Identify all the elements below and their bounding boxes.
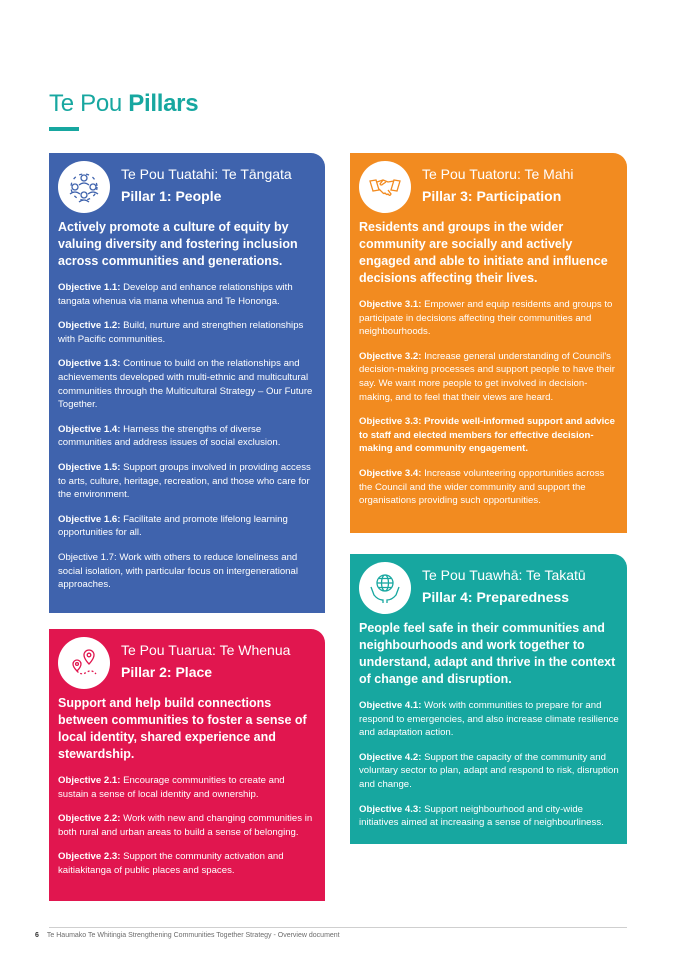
- objective-2-2: [58, 812, 317, 839]
- footer-divider: [49, 927, 627, 928]
- pillar-kicker: Te Pou Tuatoru: Te Mahi: [422, 166, 574, 182]
- pillar-name: Pillar 1: People: [121, 188, 222, 204]
- pillar-kicker: Te Pou Tuarua: Te Whenua: [121, 642, 291, 658]
- objective-text: Build, nurture and strengthen relationships with Pacific communities.: [58, 320, 304, 345]
- map-pin-icon: [58, 637, 110, 689]
- page-number: 6: [35, 932, 39, 939]
- objective-label: Objective 1.2:: [58, 320, 121, 332]
- objective-2-1: [58, 774, 317, 801]
- pillar-body: [58, 695, 317, 889]
- objective-label: Objective 1.1:: [58, 282, 121, 293]
- objective-label: Objective 3.1:: [359, 299, 422, 310]
- objective-label: Objective 1.3:: [58, 358, 121, 370]
- pillar-card-participation: [350, 153, 627, 533]
- objective-3-1: [359, 298, 619, 339]
- objective-4-1: [359, 699, 619, 740]
- objective-label: Objective 4.3:: [359, 803, 422, 815]
- objective-text: Work with new and changing communities in both rural and urban areas to build a sense of belonging.: [58, 813, 313, 838]
- objective-1-2: [58, 319, 317, 346]
- objective-label: Objective 1.4:: [58, 423, 121, 435]
- objective-text: Develop and enhance relationships with tangata whenua via mana whenua and Te Hononga.: [58, 282, 293, 307]
- pillar-kicker: Te Pou Tuawhā: Te Takatū: [422, 567, 586, 583]
- pillar-lead: People feel safe in their communities and neighbourhoods and work together to understand, adapt and thrive in the context of change and disruption.: [359, 621, 616, 686]
- objective-text: Empower and equip residents and groups to participate in decisions affecting their communities and neighbourhoods.: [359, 299, 613, 338]
- objective-label: Objective 1.5:: [58, 461, 121, 473]
- pillar-body: [58, 219, 317, 603]
- pillar-name: Pillar 3: Participation: [422, 188, 562, 204]
- objective-text: Encourage communities to create and sustain a sense of local identity and ownership.: [58, 775, 285, 800]
- objective-text: Provide well-informed support and advice to staff and elected members for effective decision-making and community engagement.: [359, 416, 615, 455]
- objective-text: Increase general understanding of Council's decision-making processes and support people to have their say. We want more people to get involved in decision-making, and to feel that their views are heard.: [359, 350, 615, 403]
- objective-label: Objective 2.3:: [58, 851, 121, 863]
- objective-3-2: [359, 350, 619, 404]
- objective-1-3: [58, 357, 317, 411]
- page-title: [49, 90, 198, 118]
- handshake-icon: [359, 161, 411, 213]
- pillar-card-people: [49, 153, 325, 613]
- pillar-card-preparedness: [350, 554, 627, 844]
- pillar-lead: Actively promote a culture of equity by valuing diversity and fostering inclusion across communities and generations.: [58, 220, 298, 268]
- pillar-kicker: Te Pou Tuatahi: Te Tāngata: [121, 166, 292, 182]
- objective-1-7: [58, 551, 317, 592]
- objective-1-5: [58, 461, 317, 502]
- objective-label: Objective 2.2:: [58, 813, 121, 825]
- objective-label: Objective 3.4:: [359, 467, 422, 479]
- pillar-card-place: [49, 629, 325, 901]
- objective-4-2: [359, 751, 619, 792]
- objective-1-4: [58, 423, 317, 450]
- objective-1-6: [58, 513, 317, 540]
- page-title-light: Te Pou: [49, 90, 122, 117]
- objective-4-3: [359, 803, 619, 830]
- objective-text: Support the capacity of the community and voluntary sector to plan, adapt and respond to risk, disruption and change.: [359, 751, 619, 790]
- objective-text: Harness the strengths of diverse communities and address issues of social exclusion.: [58, 423, 281, 449]
- title-underline: [49, 127, 79, 131]
- objective-text: Continue to build on the relationships and achievements developed with multi-ethnic and multicultural communities through the Multicultural Strategy – Our Future Together.: [58, 358, 313, 411]
- page-title-bold: Pillars: [128, 90, 199, 117]
- objective-3-4: [359, 467, 619, 508]
- objective-2-3: [58, 850, 317, 877]
- footer: [35, 932, 340, 939]
- pillar-name: Pillar 4: Preparedness: [422, 589, 570, 605]
- objective-text: Objective 1.7: Work with others to reduce loneliness and social isolation, with particular focus on intergenerational approaches.: [58, 551, 298, 591]
- objective-text: Work with communities to prepare for and respond to emergencies, and also increase climate resilience and adaptation action.: [359, 700, 619, 739]
- pillar-lead: Residents and groups in the wider community are socially and actively engaged and able to initiate and influence decisions affecting their lives.: [359, 220, 608, 285]
- pillar-lead: Support and help build connections between communities to foster a sense of local identity, shared experience and stewardship.: [58, 696, 307, 761]
- objective-label: Objective 4.2:: [359, 751, 422, 763]
- objective-label: Objective 4.1:: [359, 700, 422, 711]
- objective-text: Facilitate and promote lifelong learning opportunities for all.: [58, 513, 288, 539]
- people-icon: [58, 161, 110, 213]
- pillar-name: Pillar 2: Place: [121, 664, 213, 680]
- globe-hands-icon: [359, 562, 411, 614]
- objective-label: Objective 1.6:: [58, 513, 121, 525]
- objective-label: Objective 3.3:: [359, 416, 422, 428]
- objective-1-1: [58, 281, 317, 308]
- objective-text: Increase volunteering opportunities across the Council and the wider community and support the organisations providing such opportunities.: [359, 467, 605, 507]
- objective-text: Support the community activation and kaitiakitanga of public places and spaces.: [58, 851, 284, 876]
- pillar-body: [359, 219, 619, 519]
- footer-text: Te Haumako Te Whitingia Strengthening Communities Together Strategy - Overview document: [46, 932, 340, 939]
- objective-label: Objective 2.1:: [58, 775, 121, 786]
- pillar-body: [359, 620, 619, 841]
- objective-text: Support neighbourhood and city-wide initiatives aimed at increasing a sense of neighbourliness.: [359, 803, 604, 829]
- objective-3-3: [359, 415, 619, 456]
- objective-text: Support groups involved in providing access to arts, culture, heritage, recreation, and those who care for the environment.: [58, 461, 311, 501]
- objective-label: Objective 3.2:: [359, 350, 422, 362]
